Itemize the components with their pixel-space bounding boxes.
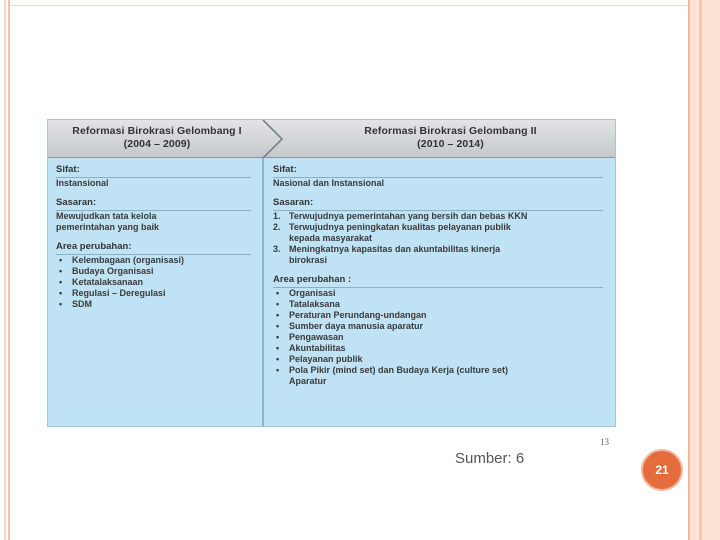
slide-frame-top xyxy=(10,0,688,6)
wave-2-sasaran-label: Sasaran: xyxy=(273,197,603,211)
wave-2-area-list xyxy=(273,288,616,376)
wave-2-sifat-label: Sifat: xyxy=(273,164,603,178)
list-item: • Budaya Organisasi xyxy=(56,266,262,277)
wave-2-area-label: Area perubahan : xyxy=(273,274,603,288)
wave-1-area-list xyxy=(56,255,262,310)
wave-2-area-item-continuation: Aparatur xyxy=(289,376,327,386)
wave-2-sifat-value: Nasional dan Instansional xyxy=(273,178,385,188)
header-wave-1-title: Reformasi Birokrasi Gelombang I xyxy=(72,125,242,137)
list-item: • Pola Pikir (mind set) dan Budaya Kerja (culture set) xyxy=(273,365,616,376)
list-item: • Sumber daya manusia aparatur xyxy=(273,321,616,332)
list-item: 1. Terwujudnya pemerintahan yang bersih dan bebas KKN xyxy=(273,211,528,221)
list-item: • Organisasi xyxy=(273,288,616,299)
slide-frame-left xyxy=(0,0,10,540)
slide-frame-right xyxy=(688,0,720,540)
reform-comparison-table xyxy=(47,119,616,427)
list-item: • Akuntabilitas xyxy=(273,343,616,354)
wave-1-column xyxy=(48,158,264,427)
header-wave-2-title: Reformasi Birokrasi Gelombang II xyxy=(364,125,537,137)
list-item: • Peraturan Perundang-undangan xyxy=(273,310,616,321)
list-item: • Pengawasan xyxy=(273,332,616,343)
header-wave-1-period: (2004 – 2009) xyxy=(123,138,191,150)
header-wave-2 xyxy=(284,120,616,158)
list-item: • Regulasi – Deregulasi xyxy=(56,288,262,299)
list-item: 2. Terwujudnya peningkatan kualitas pelayanan publik kepada masyarakat xyxy=(273,222,511,243)
header-wave-2-period: (2010 – 2014) xyxy=(417,138,484,150)
list-item: • Ketatalaksanaan xyxy=(56,277,262,288)
wave-2-column xyxy=(265,158,616,427)
wave-1-sasaran-line: Mewujudkan tata kelola xyxy=(56,211,157,221)
list-item: • Kelembagaan (organisasi) xyxy=(56,255,262,266)
header-wave-1 xyxy=(48,120,266,158)
source-caption: Sumber: 6 xyxy=(455,450,525,467)
wave-2-sasaran-list xyxy=(273,211,616,266)
table-header xyxy=(48,120,616,158)
wave-1-area-label: Area perubahan: xyxy=(56,241,251,255)
header-arrow-icon xyxy=(262,120,284,158)
list-item: • Tatalaksana xyxy=(273,299,616,310)
image-page-number: 13 xyxy=(600,437,609,447)
wave-1-sifat-value: Instansional xyxy=(56,178,109,188)
list-item: • Pelayanan publik xyxy=(273,354,616,365)
list-item: • SDM xyxy=(56,299,262,310)
wave-1-sifat-label: Sifat: xyxy=(56,164,251,178)
slide-number-badge: 21 xyxy=(641,449,683,491)
wave-1-sasaran-line: pemerintahan yang baik xyxy=(56,222,160,232)
wave-1-sasaran-label: Sasaran: xyxy=(56,197,251,211)
list-item: 3. Meningkatnya kapasitas dan akuntabilitas kinerja birokrasi xyxy=(273,244,501,265)
